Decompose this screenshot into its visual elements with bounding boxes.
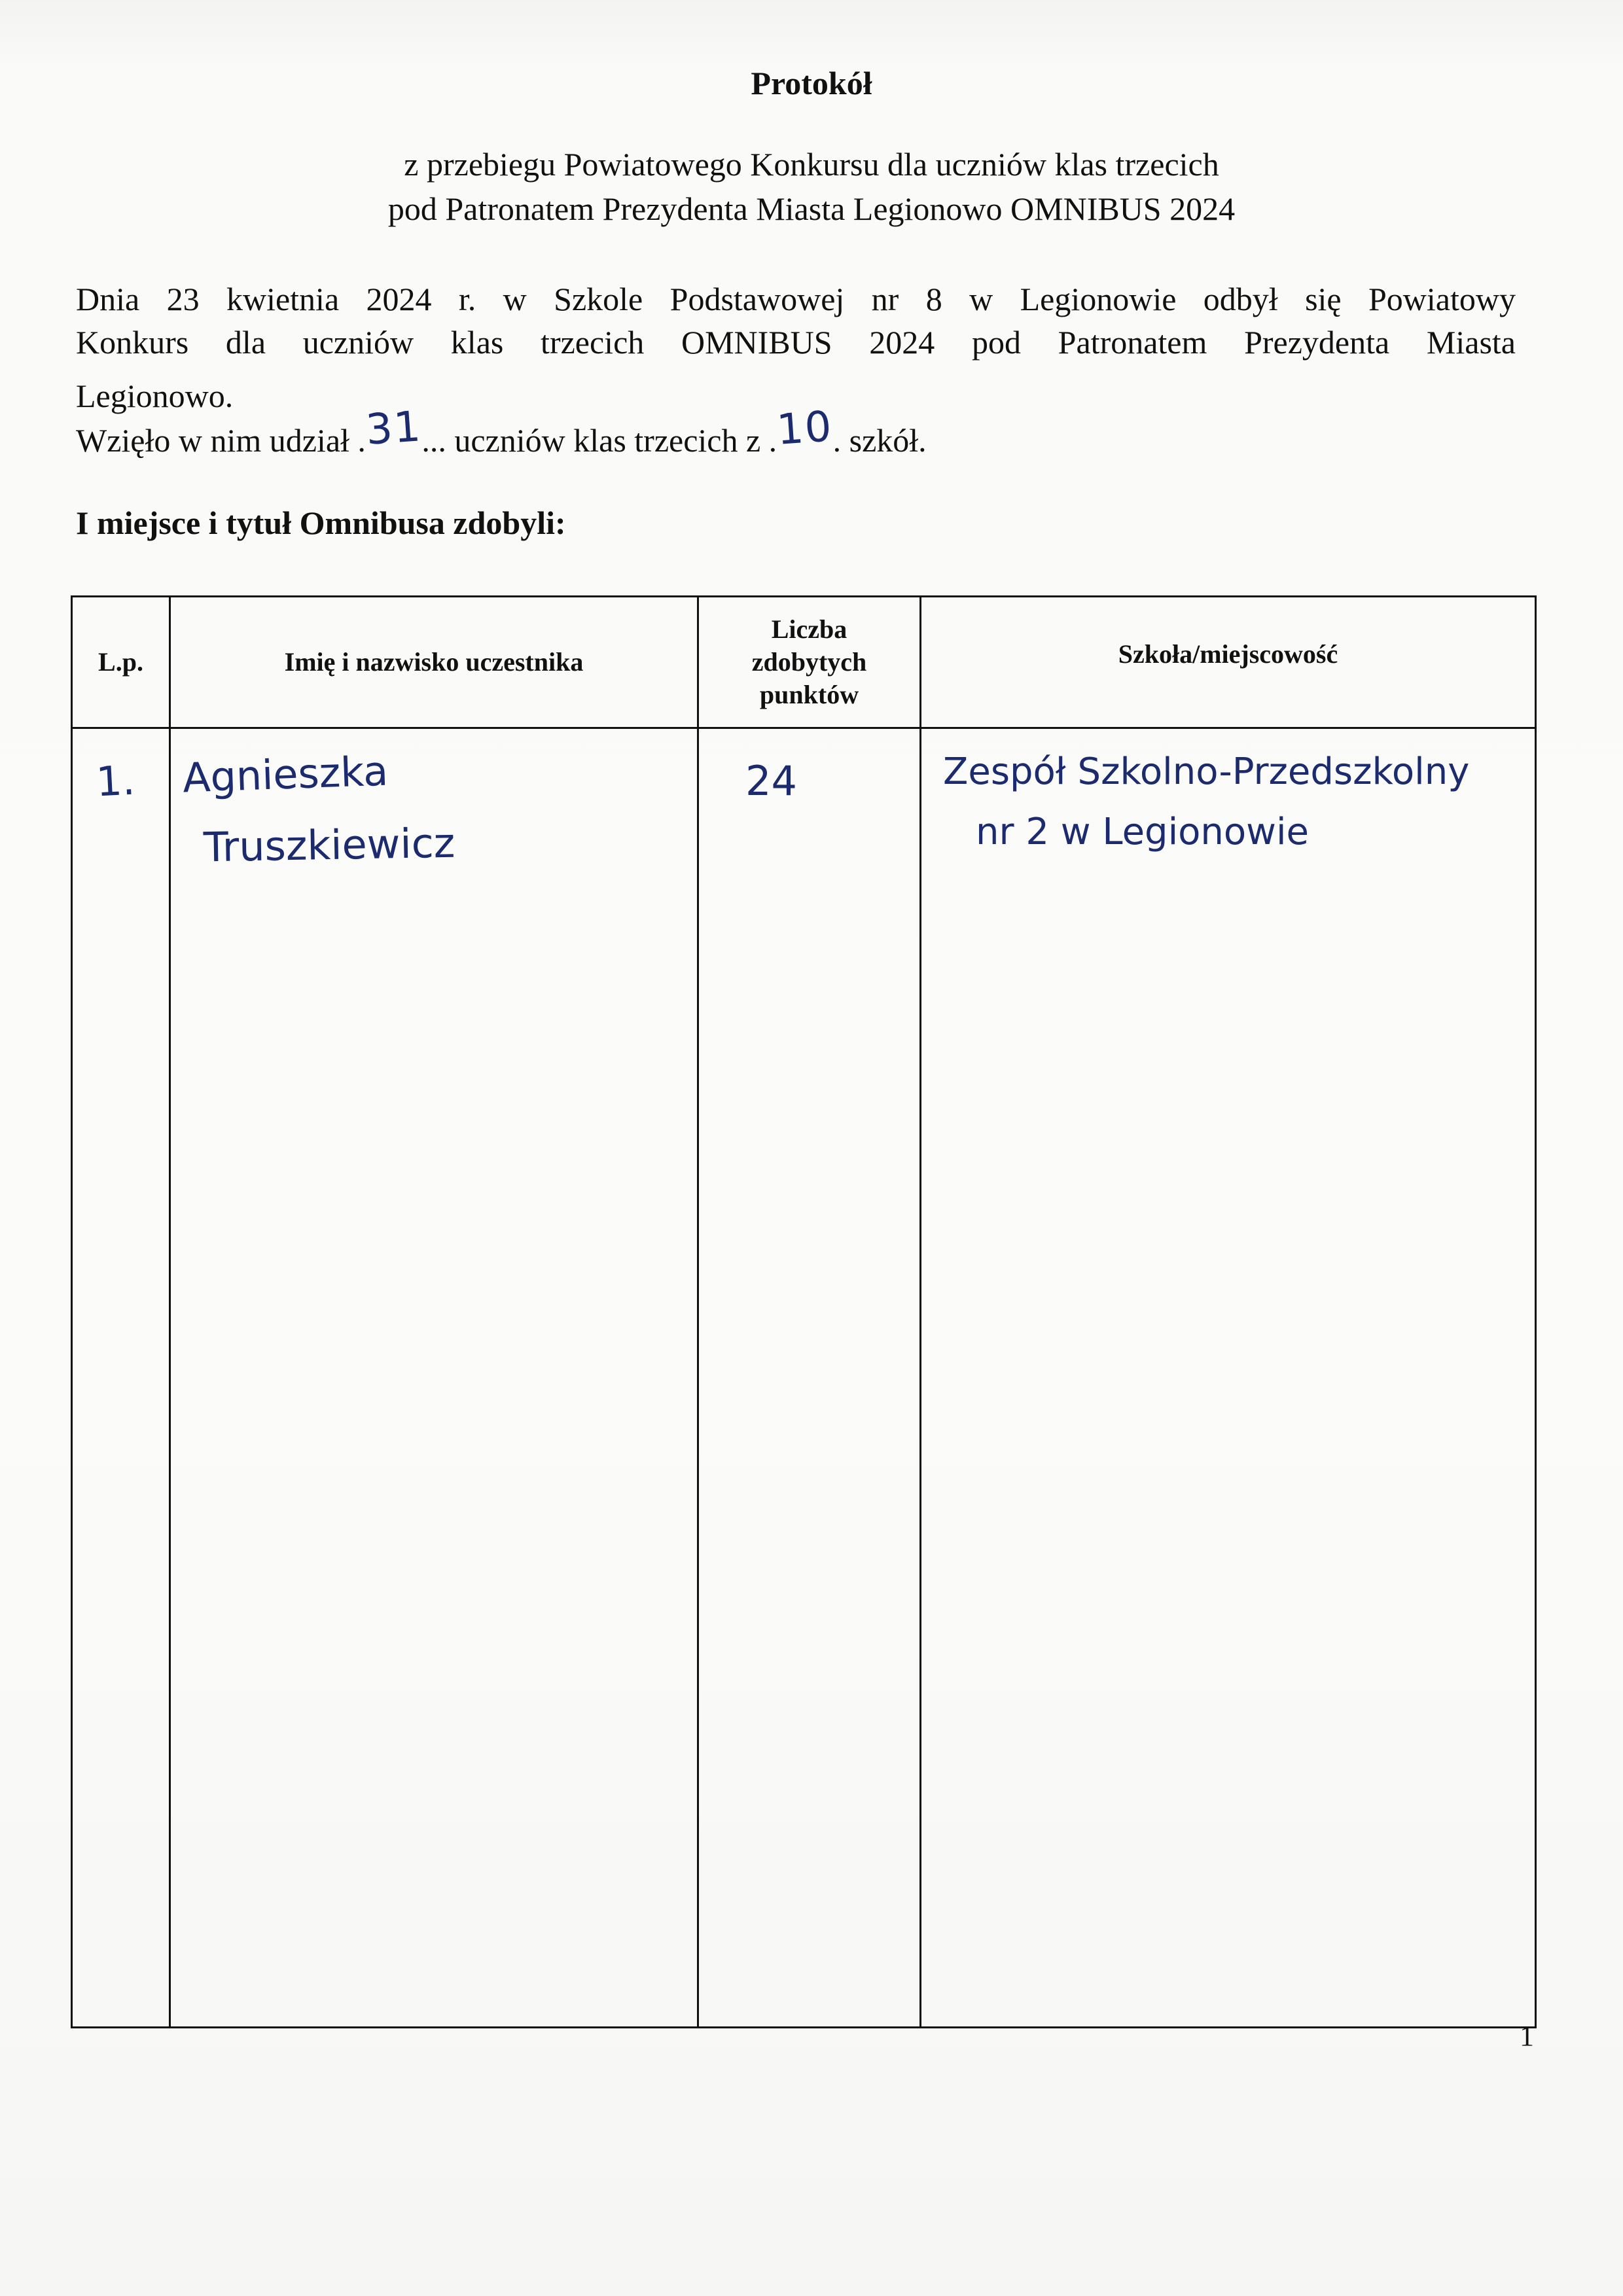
row-name-line1-handwritten: Agnieszka — [181, 747, 389, 802]
column-divider — [919, 597, 921, 2026]
paragraph-line-1: Dnia 23 kwietnia 2024 r. w Szkole Podstawowej nr 8 w Legionowie odbył się Powiatowy — [76, 281, 1516, 317]
row-school-line2-handwritten: nr 2 w Legionowie — [976, 811, 1309, 853]
document-subtitle-line1: z przebiegu Powiatowego Konkursu dla uczniów klas trzecich — [404, 146, 1219, 183]
header-school: Szkoła/miejscowość — [1118, 639, 1338, 669]
row-points-handwritten: 24 — [745, 757, 797, 805]
column-divider — [169, 597, 171, 2026]
participants-middle: ... uczniów klas trzecich z . — [421, 422, 777, 459]
participants-dots: . — [357, 422, 366, 459]
schools-count-handwritten: 10 — [775, 402, 835, 455]
row-name-line2-handwritten: Truszkiewicz — [203, 819, 455, 872]
header-points-line2: zdobytych — [751, 647, 867, 677]
document-subtitle-line2: pod Patronatem Prezydenta Miasta Legionowo OMNIBUS 2024 — [387, 190, 1236, 227]
paragraph-line-2: Konkurs dla uczniów klas trzecich OMNIBUS 2024 pod Patronatem Prezydenta Miasta — [76, 324, 1516, 361]
row-school-line1-handwritten: Zespół Szkolno-Przedszkolny — [943, 751, 1470, 793]
page-number: 1 — [1520, 2020, 1534, 2052]
document-title: Protokół — [751, 65, 872, 101]
participants-prefix: Wzięło w nim udział — [76, 422, 358, 459]
header-divider — [73, 727, 1535, 729]
header-points — [699, 597, 919, 727]
row-lp-handwritten: 1. — [95, 756, 136, 806]
header-points-line3: punktów — [759, 680, 859, 709]
paragraph-line-3: Legionowo. — [76, 378, 234, 414]
participants-line — [76, 402, 927, 462]
column-divider — [697, 597, 699, 2026]
header-points-line1: Liczba — [771, 614, 847, 644]
header-name: Imię i nazwisko uczestnika — [284, 647, 584, 677]
participants-suffix: . szkół. — [832, 422, 927, 459]
header-lp: L.p. — [98, 647, 143, 677]
section-heading: I miejsce i tytuł Omnibusa zdobyli: — [76, 504, 566, 541]
participants-count-handwritten: 31 — [364, 402, 423, 455]
results-table — [71, 595, 1537, 2028]
